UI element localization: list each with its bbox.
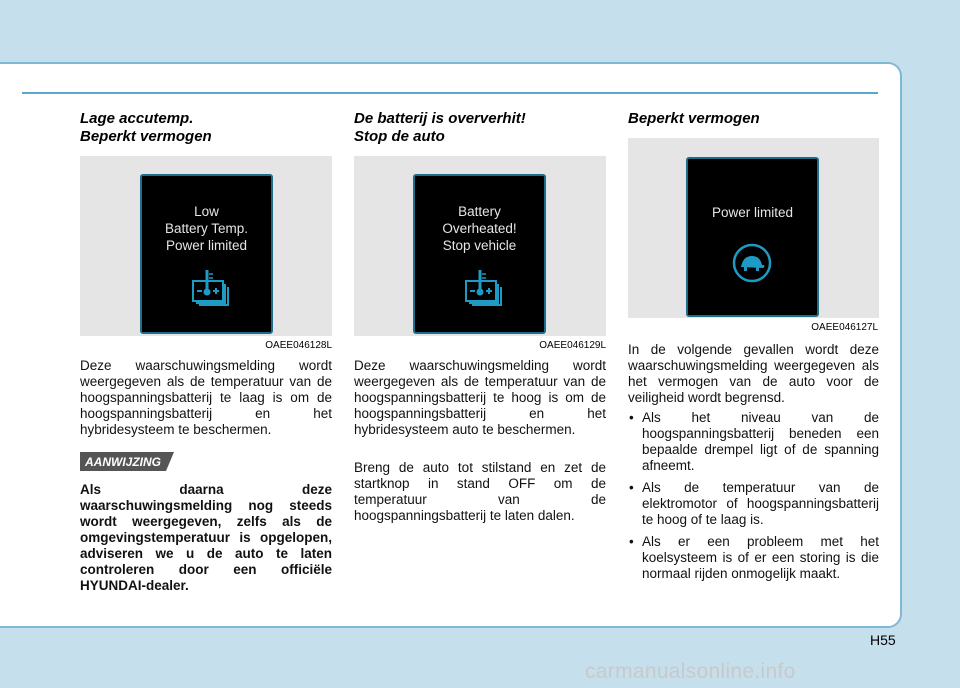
page-number: H55 bbox=[870, 632, 896, 648]
note-label: AANWIJZING bbox=[80, 452, 166, 471]
display-message: Battery Overheated! Stop vehicle bbox=[442, 204, 517, 253]
image-code: OAEE046127L bbox=[811, 322, 878, 333]
bullet-list bbox=[628, 410, 879, 588]
body-paragraph: Deze waarschuwingsmelding wordt weergegeven als de temperatuur van de hoogspanningsbatterij te hoog is om de hoogspanningsbatterij en het hybridesysteem auto te beschermen. bbox=[354, 358, 606, 437]
list-item: • Als de temperatuur van de elektromotor of hoogspanningsbatterij te hoog of te laag is. bbox=[628, 480, 879, 528]
list-item: • Als er een probleem met het koelsysteem is of er een storing is die normaal rijden onmogelijk maakt. bbox=[628, 534, 879, 582]
list-item: • Als het niveau van de hoogspanningsbatterij beneden een bepaalde drempel ligt of de spanning afneemt. bbox=[628, 410, 879, 474]
battery-temperature-icon bbox=[457, 268, 505, 308]
image-code: OAEE046128L bbox=[265, 340, 332, 351]
battery-temperature-icon bbox=[184, 268, 232, 308]
header-rule bbox=[22, 92, 878, 94]
cluster-display bbox=[140, 174, 273, 334]
section-heading: Lage accutemp. Beperkt vermogen bbox=[80, 110, 212, 145]
body-paragraph: Deze waarschuwingsmelding wordt weergegeven als de temperatuur van de hoogspanningsbatterij te laag is om de hoogspanningsbatterij en het hybridesysteem te beschermen. bbox=[80, 358, 332, 437]
display-message: Low Battery Temp. Power limited bbox=[164, 204, 249, 253]
turtle-icon bbox=[732, 243, 772, 283]
watermark: carmanualsonline.info bbox=[585, 660, 796, 683]
body-paragraph: In de volgende gevallen wordt deze waarschuwingsmelding weergegeven als het vermogen van de auto voor de veiligheid wordt begrensd. bbox=[628, 342, 879, 405]
column-low-battery-temp bbox=[80, 110, 332, 146]
cluster-display bbox=[413, 174, 546, 334]
section-heading: De batterij is oververhit! Stop de auto bbox=[354, 110, 526, 145]
image-code: OAEE046129L bbox=[539, 340, 606, 351]
body-paragraph: Breng de auto tot stilstand en zet de startknop in stand OFF om de temperatuur van de hoogspanningsbatterij te laten dalen. bbox=[354, 460, 606, 523]
display-message: Power limited bbox=[711, 205, 794, 220]
section-heading: Beperkt vermogen bbox=[628, 110, 760, 127]
column-battery-overheated bbox=[354, 110, 606, 146]
note-text: Als daarna deze waarschuwingsmelding nog steeds wordt weergegeven, zelfs als de omgevingstemperatuur is opgelopen, adviseren we u de auto te laten controleren door een officiële HYUNDAI-dealer. bbox=[80, 482, 332, 593]
cluster-display bbox=[686, 157, 819, 317]
column-power-limited bbox=[628, 110, 880, 128]
